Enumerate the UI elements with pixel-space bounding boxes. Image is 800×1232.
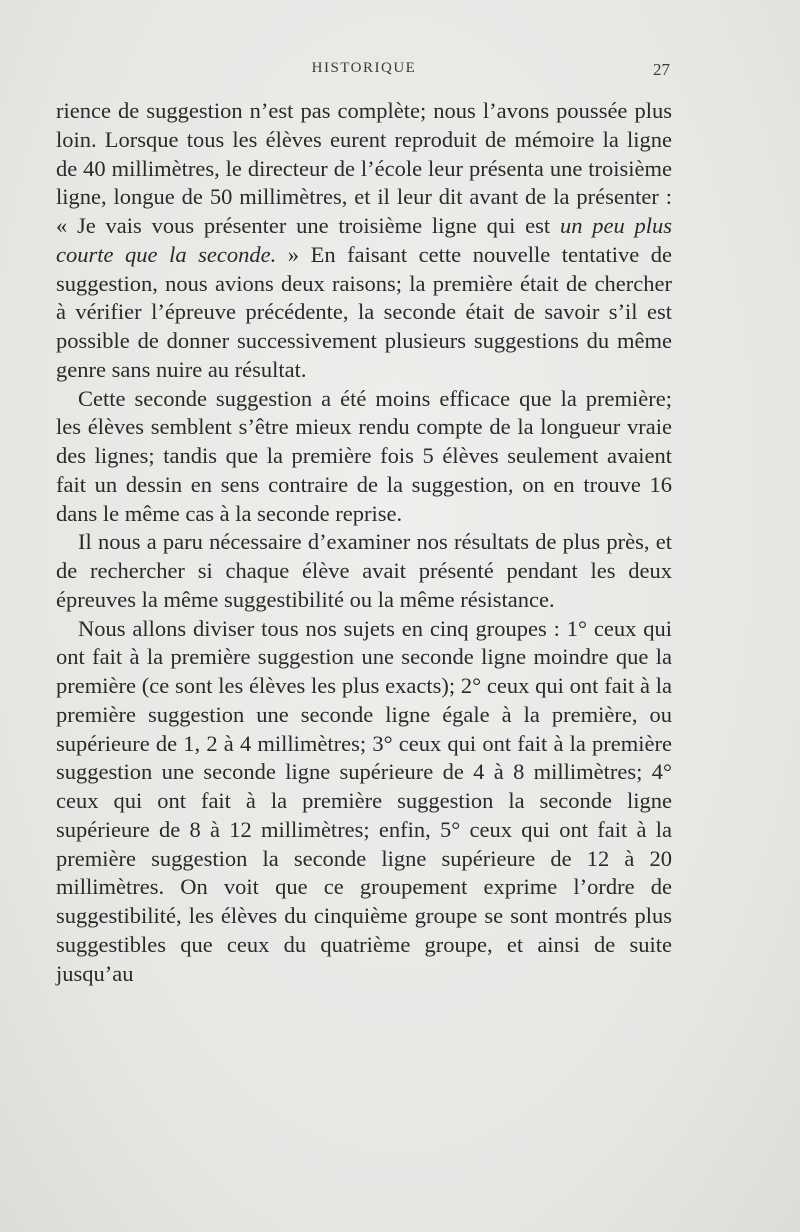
paragraph-4: Nous allons diviser tous nos sujets en cinq groupes : 1° ceux qui ont fait à la première suggestion une seconde ligne moindre que la première (ce sont les élèves les plus exacts); 2° ceux qui ont fait à la première suggestion une seconde ligne égale à la première, ou supérieure de 1, 2 à 4 millimètres; 3° ceux qui ont fait à la première suggestion une seconde ligne supérieure de 4 à 8 millimètres; 4° ceux qui ont fait à la première suggestion la seconde ligne supérieure de 8 à 12 millimètres; enfin, 5° ceux qui ont fait à la première suggestion la seconde ligne supérieure de 12 à 20 millimètres. On voit que ce groupement exprime l’ordre de suggestibilité, les élèves du cinquième groupe se sont montrés plus suggestibles que ceux du quatrième groupe, et ainsi de suite jusqu’au: [56, 615, 672, 986]
body-text: [56, 97, 672, 988]
paragraph-2: Cette seconde suggestion a été moins efficace que la première; les élèves semblent s’être mieux rendu compte de la longueur vraie des lignes; tandis que la première fois 5 élèves seulement avaient fait un dessin en sens contraire de la suggestion, on en trouve 16 dans le même cas à la seconde reprise.: [56, 385, 672, 526]
running-head: HISTORIQUE: [311, 60, 417, 76]
page-header: [58, 60, 670, 84]
page-number: 27: [653, 60, 670, 79]
paragraph-1-text-b: » En faisant cette nouvelle tentative de suggestion, nous avions deux raisons; la première était de chercher à vérifier l’épreuve précédente, la seconde était de savoir s’il est possible de donner successivement plusieurs suggestions du même genre sans nuire au résultat.: [56, 241, 672, 382]
paragraph-3: Il nous a paru nécessaire d’examiner nos résultats de plus près, et de rechercher si chaque élève avait présenté pendant les deux épreuves la même suggestibilité ou la même résistance.: [56, 529, 672, 612]
paragraph-1-text-a: rience de suggestion n’est pas complète; nous l’avons poussée plus loin. Lorsque tous les élèves eurent reproduit de mémoire la ligne de 40 millimètres, le directeur de l’école leur présenta une troisième ligne, longue de 50 millimètres, et il leur dit avant de la présenter : « Je vais vous présenter une troisième ligne qui est: [56, 98, 672, 238]
paragraph-1-emphasis: un peu plus courte que la seconde.: [56, 213, 672, 267]
paragraph-1: [56, 97, 672, 385]
